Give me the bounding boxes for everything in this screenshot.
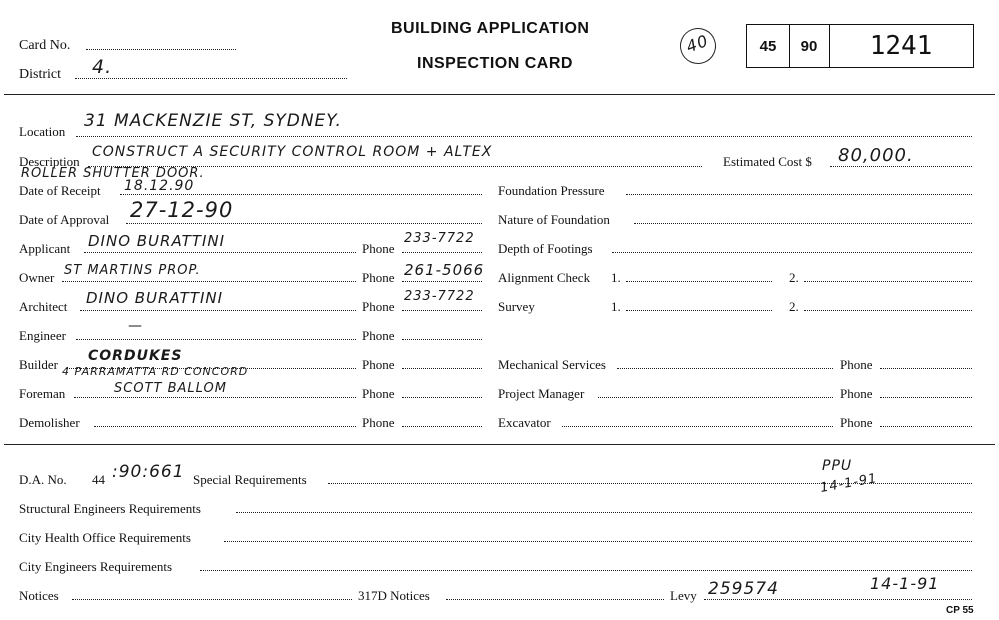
levy-label: Levy (670, 588, 697, 603)
location-value: 31 MACKENZIE ST, SYDNEY. (84, 111, 342, 131)
ref-cell-2: 90 (789, 25, 830, 67)
city-engineers-field (200, 570, 972, 571)
survey-1-field (626, 310, 772, 311)
section-divider (4, 444, 995, 445)
alignment-check-2-field (804, 281, 972, 282)
special-requirements-label: Special Requirements (193, 472, 307, 487)
survey-2-field (804, 310, 972, 311)
ref-cell-3: 1241 (869, 31, 933, 61)
survey-1-label: 1. (611, 299, 621, 314)
builder-label: Builder (19, 357, 58, 372)
title-line2: INSPECTION CARD (417, 55, 573, 72)
da-value: :90:661 (112, 462, 185, 482)
mechanical-services-phone-field (880, 368, 972, 369)
mechanical-services-phone-label: Phone (840, 357, 873, 372)
title-line1: BUILDING APPLICATION (391, 20, 590, 37)
applicant-field (84, 252, 356, 253)
levy-value: 259574 (708, 579, 779, 599)
demolisher-field (94, 426, 356, 427)
structural-engineers-field (236, 512, 972, 513)
estimated-cost-value: 80,000. (838, 145, 914, 166)
owner-phone-label: Phone (362, 270, 395, 285)
depth-of-footings-field (612, 252, 972, 253)
description-label: Description (19, 154, 80, 169)
structural-engineers-label: Structural Engineers Requirements (19, 501, 201, 516)
applicant-phone-label: Phone (362, 241, 395, 256)
header-divider (4, 94, 995, 95)
architect-phone-value: 233-7722 (404, 289, 475, 304)
builder-value: CORDUKES (88, 348, 183, 364)
foundation-pressure-label: Foundation Pressure (498, 183, 605, 198)
architect-field (80, 310, 356, 311)
excavator-label: Excavator (498, 415, 551, 430)
circled-mark-value: 40 (683, 30, 712, 57)
da-prefix: 44 (92, 472, 105, 487)
engineer-phone-label: Phone (362, 328, 395, 343)
excavator-phone-field (880, 426, 972, 427)
foreman-label: Foreman (19, 386, 66, 401)
levy-field (704, 599, 972, 600)
alignment-check-1-field (626, 281, 772, 282)
builder-phone-label: Phone (362, 357, 395, 372)
builder-address: 4 PARRAMATTA RD CONCORD (62, 365, 249, 378)
owner-label: Owner (19, 270, 55, 285)
alignment-check-2-label: 2. (789, 270, 799, 285)
notices-317d-label: 317D Notices (358, 588, 430, 603)
location-label: Location (19, 124, 66, 139)
engineer-label: Engineer (19, 328, 66, 343)
description-line1: CONSTRUCT A SECURITY CONTROL ROOM + ALTEX (92, 144, 493, 160)
date-of-receipt-label: Date of Receipt (19, 183, 101, 198)
applicant-label: Applicant (19, 241, 71, 256)
city-health-field (224, 541, 972, 542)
depth-of-footings-label: Depth of Footings (498, 241, 593, 256)
foundation-pressure-field (626, 194, 972, 195)
project-manager-field (598, 397, 833, 398)
applicant-phone-value: 233-7722 (404, 231, 475, 246)
demolisher-label: Demolisher (19, 415, 80, 430)
city-health-label: City Health Office Requirements (19, 530, 191, 545)
city-engineers-label: City Engineers Requirements (19, 559, 173, 574)
notices-317d-field (446, 599, 664, 600)
engineer-value: — (128, 318, 143, 334)
alignment-check-1-label: 1. (611, 270, 621, 285)
special-note-line2: 14-1-91 (819, 471, 879, 496)
estimated-cost-label: Estimated Cost $ (723, 154, 812, 169)
project-manager-phone-field (880, 397, 972, 398)
da-no-label: D.A. No. (19, 472, 67, 487)
applicant-value: DINO BURATTINI (88, 232, 226, 250)
architect-value: DINO BURATTINI (86, 289, 224, 307)
notices-field (72, 599, 352, 600)
foreman-phone-field (402, 397, 482, 398)
applicant-phone-field (402, 252, 482, 253)
date-of-approval-label: Date of Approval (19, 212, 110, 227)
architect-phone-field (402, 310, 482, 311)
excavator-phone-label: Phone (840, 415, 873, 430)
form-code: CP 55 (946, 605, 974, 616)
owner-field (62, 281, 356, 282)
foreman-field (74, 397, 356, 398)
card-no-label: Card No. (19, 38, 71, 53)
foreman-phone-label: Phone (362, 386, 395, 401)
owner-value: ST MARTINS PROP. (64, 263, 201, 278)
demolisher-phone-label: Phone (362, 415, 395, 430)
card-no-field (86, 49, 236, 50)
description-line2: ROLLER SHUTTER DOOR. (21, 166, 205, 181)
survey-label: Survey (498, 299, 535, 314)
survey-2-label: 2. (789, 299, 799, 314)
nature-of-foundation-label: Nature of Foundation (498, 212, 610, 227)
alignment-check-label: Alignment Check (498, 270, 591, 285)
reference-number-box (746, 24, 974, 68)
mechanical-services-label: Mechanical Services (498, 357, 606, 372)
levy-date: 14-1-91 (870, 574, 940, 593)
circled-mark (675, 23, 721, 69)
engineer-phone-field (402, 339, 482, 340)
special-note-line1: PPU (822, 458, 853, 474)
architect-label: Architect (19, 299, 68, 314)
demolisher-phone-field (402, 426, 482, 427)
district-value: 4. (92, 56, 113, 78)
foreman-value: SCOTT BALLOM (114, 381, 227, 396)
owner-phone-field (402, 281, 482, 282)
location-field (76, 136, 972, 137)
date-of-receipt-field (120, 194, 482, 195)
date-of-receipt-value: 18.12.90 (124, 178, 195, 194)
engineer-field (76, 339, 356, 340)
ref-cell-1: 45 (747, 25, 790, 67)
district-label: District (19, 67, 61, 82)
mechanical-services-field (617, 368, 833, 369)
architect-phone-label: Phone (362, 299, 395, 314)
date-of-approval-value: 27-12-90 (130, 198, 234, 222)
owner-phone-value: 261-5066 (404, 261, 485, 279)
builder-phone-field (402, 368, 482, 369)
project-manager-label: Project Manager (498, 386, 585, 401)
nature-of-foundation-field (634, 223, 972, 224)
estimated-cost-field (830, 166, 972, 167)
excavator-field (562, 426, 833, 427)
project-manager-phone-label: Phone (840, 386, 873, 401)
district-field (75, 78, 347, 79)
notices-label: Notices (19, 588, 59, 603)
date-of-approval-field (126, 223, 482, 224)
